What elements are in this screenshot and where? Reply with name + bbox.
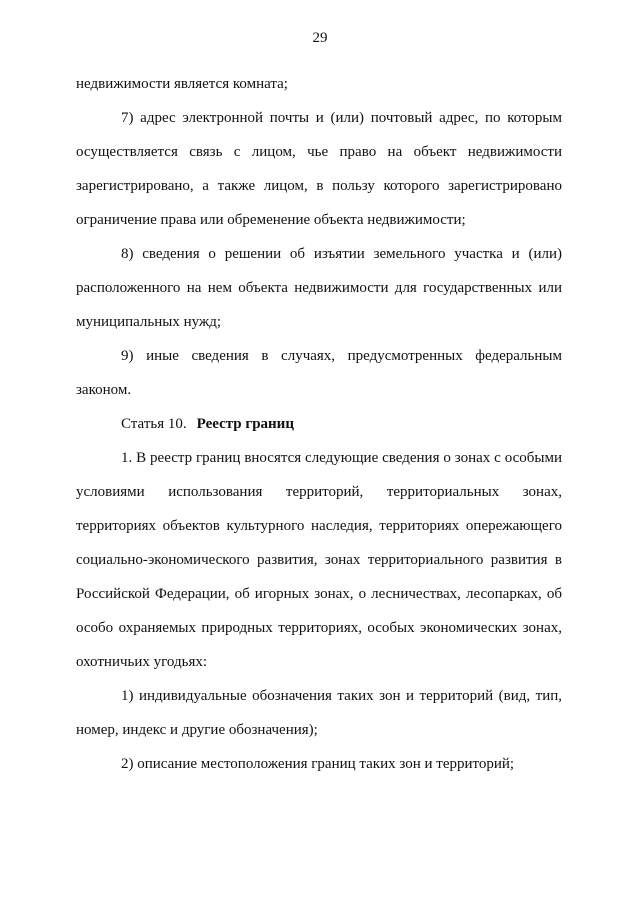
text-line: 1) индивидуальные обозначения таких зон и территорий (вид, тип, (121, 688, 562, 704)
text-line: номер, индекс и другие обозначения); (76, 722, 318, 738)
article-title: Реестр границ (196, 416, 294, 432)
text-line: расположенного на нем объекта недвижимости для государственных или (76, 280, 562, 296)
text-line: осуществляется связь с лицом, чье право на объект недвижимости (76, 144, 562, 160)
text-line: социально-экономического развития, зонах территориального развития в (76, 552, 562, 568)
article-label: Статья 10. (121, 416, 187, 432)
text-line: муниципальных нужд; (76, 314, 222, 330)
article-heading (76, 412, 562, 446)
document-body (76, 72, 562, 786)
text-line: зарегистрировано, а также лицом, в пользу которого зарегистрировано (76, 178, 562, 194)
text-line: особо охраняемых природных территориях, особых экономических зонах, (76, 620, 562, 636)
text-line: 1. В реестр границ вносятся следующие сведения о зонах с особыми (121, 450, 562, 466)
text-line: территориях объектов культурного наследия, территориях опережающего (76, 518, 562, 534)
text-line: ограничение права или обременение объекта недвижимости; (76, 212, 466, 228)
text-line: 8) сведения о решении об изъятии земельного участка и (или) (121, 246, 562, 262)
text-line: охотничьих угодьях: (76, 654, 208, 670)
text-line: законом. (76, 382, 132, 398)
text-line: условиями использования территорий, территориальных зонах, (76, 484, 562, 500)
text-line: 2) описание местоположения границ таких зон и территорий; (121, 756, 515, 772)
page-number: 29 (312, 30, 328, 46)
text-line: 7) адрес электронной почты и (или) почтовый адрес, по которым (121, 110, 562, 126)
text-line: недвижимости является комната; (76, 76, 288, 92)
text-line: 9) иные сведения в случаях, предусмотренных федеральным (121, 348, 562, 364)
text-line: Российской Федерации, об игорных зонах, о лесничествах, лесопарках, об (76, 586, 562, 602)
